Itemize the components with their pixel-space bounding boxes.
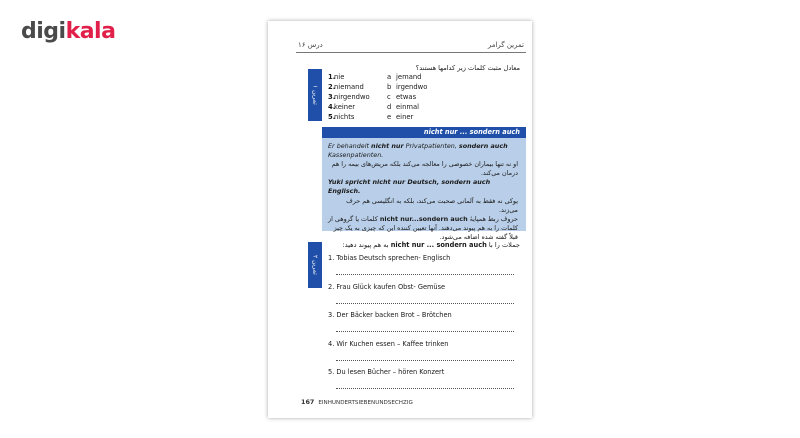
option-letter: e <box>387 113 392 121</box>
item-word: nie <box>334 73 345 81</box>
page-header-left: درس ۱۶ <box>298 41 323 49</box>
page-footer <box>301 398 413 406</box>
grammar-box-body <box>328 142 518 242</box>
list-item <box>328 72 448 82</box>
exercise-prompt: 5. Du lesen Bücher – hören Konzert <box>328 368 445 376</box>
list-item <box>328 82 448 92</box>
exercise-prompt: 3. Der Bäcker backen Brot – Brötchen <box>328 311 452 319</box>
brand-logo <box>21 19 115 44</box>
example-text: Er behandelt <box>328 142 372 150</box>
grammar-box <box>322 127 526 241</box>
example-text: Privatpatienten, <box>403 142 459 150</box>
exercise-item-1 <box>328 253 518 275</box>
answer-line[interactable] <box>336 357 514 361</box>
exercise-prompt: 4. Wir Kuchen essen – Kaffee trinken <box>328 340 449 348</box>
list-item <box>328 102 448 112</box>
option-word: einmal <box>396 103 420 111</box>
translation-1: او نه تنها بیماران خصوصی را معالجه می‌کند بلکه مریض‌های بیمه را هم درمان می‌کند. <box>331 160 518 178</box>
item-number: 4. <box>328 103 336 111</box>
page-number: 167 <box>301 398 315 406</box>
exercise-prompt: 1. Tobias Deutsch sprechen- Englisch <box>328 254 451 262</box>
item-number: 2. <box>328 83 336 91</box>
option-word: irgendwo <box>396 83 428 91</box>
list-item <box>328 92 448 102</box>
answer-line[interactable] <box>336 328 514 332</box>
option-letter: b <box>387 83 392 91</box>
option-word: jemand <box>396 73 422 81</box>
exercise1-tab: تمرین ۱ <box>308 69 322 121</box>
matching-list <box>328 72 448 122</box>
exercise1-instruction: معادل مثبت کلمات زیر کدامها هستند؟ <box>415 64 520 72</box>
item-number: 5. <box>328 113 336 121</box>
option-letter: a <box>387 73 392 81</box>
exercise-item-2 <box>328 282 518 304</box>
header-divider <box>296 52 526 53</box>
exercise-item-4 <box>328 339 518 361</box>
logo-accent: kala <box>65 19 116 44</box>
page-header-right: تمرین گرامر <box>487 41 524 49</box>
example-text: Deutsch, <box>405 178 442 187</box>
example-sentence-2 <box>328 178 518 196</box>
logo-prefix: digi <box>21 19 66 44</box>
answer-line[interactable] <box>336 385 514 389</box>
note-text: کلمات یا گروهی از کلمات را به هم پیوند می‌دهند. آنها تعیین کننده این که چیزی به یک چیز قبلاً گفته شده اضافه می‌شود. <box>327 214 518 241</box>
item-word: nichts <box>334 113 355 121</box>
example-keyword: sondern auch <box>441 178 491 187</box>
option-word: etwas <box>396 93 417 101</box>
note-term: nicht nur...sondern auch <box>379 214 468 223</box>
list-item <box>328 112 448 122</box>
option-letter: c <box>387 93 391 101</box>
instruction-term: nicht nur ... sondern auch <box>390 241 487 249</box>
item-number: 3. <box>328 93 336 101</box>
item-word: keiner <box>334 103 356 111</box>
grammar-box-title: nicht nur ... sondern auch <box>322 127 526 138</box>
example-text: Yuki spricht <box>328 178 373 187</box>
grammar-note <box>328 215 518 242</box>
example-text: Englisch. <box>328 187 361 196</box>
example-keyword: nicht nur <box>371 142 404 150</box>
example-sentence-1 <box>328 142 518 160</box>
exercise-prompt: 2. Frau Glück kaufen Obst- Gemüse <box>328 283 446 291</box>
exercise2-tab: تمرین ۲ <box>308 242 322 288</box>
note-text: حروف ربط همپایهٔ <box>467 214 518 223</box>
instruction-text: به هم پیوند دهید: <box>342 241 391 249</box>
item-word: niemand <box>334 83 364 91</box>
book-page <box>268 21 532 418</box>
exercise-item-3 <box>328 310 518 332</box>
example-text: Kassenpatienten. <box>328 151 384 160</box>
item-number: 1. <box>328 73 336 81</box>
answer-line[interactable] <box>336 300 514 304</box>
example-keyword: sondern auch <box>458 142 508 150</box>
example-keyword: nicht nur <box>372 178 406 187</box>
item-word: nirgendwo <box>334 93 370 101</box>
page-number-words: EINHUNDERTSIEBENUNDSECHZIG <box>318 400 413 406</box>
translation-2: یوکی نه فقط به آلمانی صحبت می‌کند، بلکه به انگلیسی هم حرف می‌زند. <box>346 196 518 214</box>
exercise-item-5 <box>328 367 518 389</box>
option-word: einer <box>396 113 414 121</box>
exercise2-instruction <box>342 241 520 249</box>
option-letter: d <box>387 103 392 111</box>
answer-line[interactable] <box>336 271 514 275</box>
instruction-text: جملات را با <box>486 241 520 249</box>
